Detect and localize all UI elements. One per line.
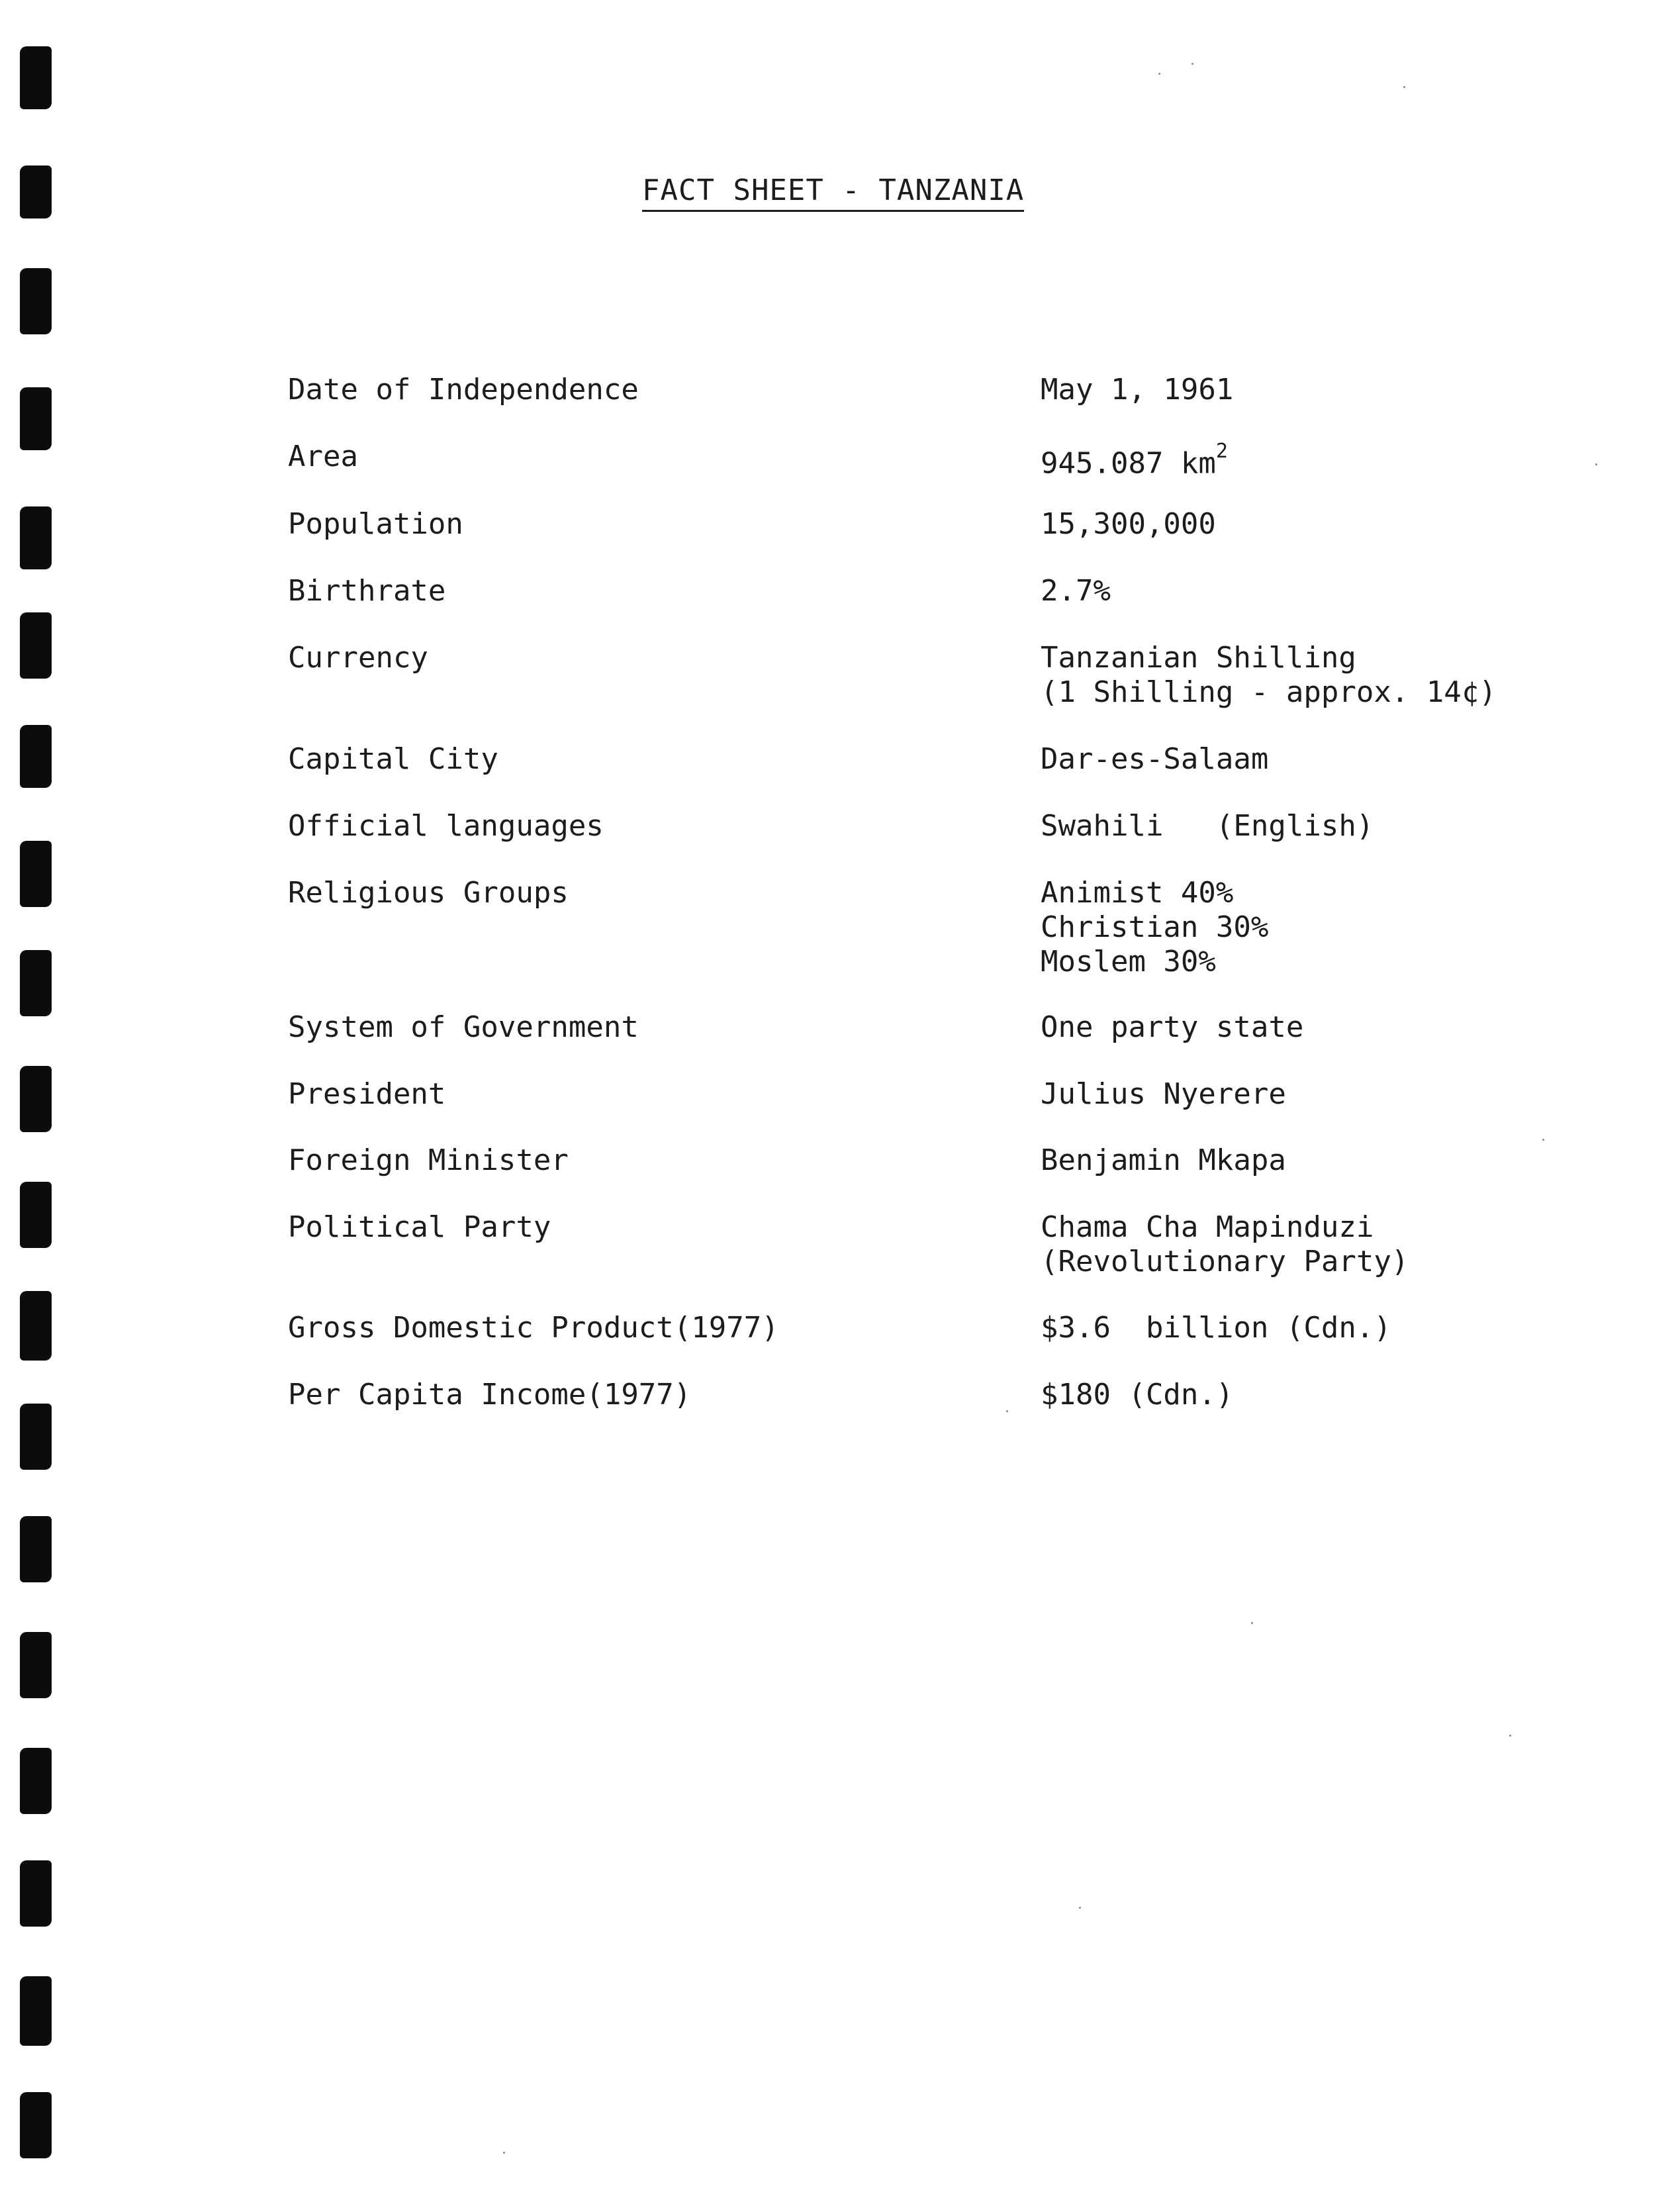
fact-value-text: 2.7%	[1041, 574, 1111, 608]
binding-hole	[20, 46, 52, 109]
fact-value	[1041, 1311, 1391, 1345]
paper-speck	[503, 2152, 505, 2154]
fact-label: Capital City	[288, 742, 498, 776]
paper-speck	[1158, 73, 1160, 75]
fact-value-line	[1041, 574, 1111, 608]
fact-value-text: Chama Cha Mapinduzi	[1041, 1210, 1374, 1244]
binding-hole	[20, 1182, 52, 1248]
fact-label: Official languages	[288, 809, 604, 843]
binding-hole	[20, 1404, 52, 1470]
fact-value-text: May 1, 1961	[1041, 373, 1234, 407]
fact-value-text: Benjamin Mkapa	[1041, 1143, 1286, 1177]
fact-value	[1041, 1378, 1233, 1412]
binding-hole	[20, 612, 52, 679]
fact-label: Currency	[288, 641, 428, 675]
fact-value-line	[1041, 1245, 1409, 1279]
fact-value-line	[1041, 910, 1268, 945]
binding-hole	[20, 2092, 52, 2158]
binding-hole	[20, 1632, 52, 1698]
fact-value-line	[1041, 876, 1268, 910]
binding-hole	[20, 1976, 52, 2046]
fact-label: Area	[288, 440, 358, 473]
binding-hole	[20, 950, 52, 1016]
paper-speck	[1595, 463, 1597, 465]
fact-value	[1041, 876, 1268, 979]
fact-label: Political Party	[288, 1210, 551, 1244]
fact-value-text: Dar-es-Salaam	[1041, 742, 1269, 776]
fact-value-line	[1041, 1010, 1303, 1045]
fact-value	[1041, 507, 1216, 542]
fact-value-text: Moslem 30%	[1041, 945, 1216, 979]
fact-value-text: Julius Nyerere	[1041, 1077, 1286, 1111]
paper-speck	[1509, 1735, 1511, 1737]
paper-speck	[1079, 1907, 1081, 1909]
fact-value	[1041, 373, 1233, 407]
fact-value-text: $180 (Cdn.)	[1041, 1378, 1234, 1412]
fact-value-line	[1041, 1077, 1286, 1112]
fact-value-line	[1041, 1143, 1286, 1178]
fact-value-text: One party state	[1041, 1010, 1304, 1044]
fact-value-line	[1041, 440, 1228, 481]
fact-value	[1041, 1143, 1286, 1178]
fact-value-text: (1 Shilling - approx. 14¢)	[1041, 675, 1497, 709]
paper-speck	[1006, 1410, 1008, 1412]
fact-value-line	[1041, 373, 1233, 407]
fact-label: System of Government	[288, 1010, 639, 1044]
fact-value	[1041, 440, 1228, 481]
binding-hole	[20, 725, 52, 788]
paper-speck	[1191, 63, 1193, 65]
binding-hole	[20, 1860, 52, 1927]
fact-value-line	[1041, 1210, 1409, 1245]
binding-holes	[0, 0, 60, 2204]
fact-value-text: $3.6 billion (Cdn.)	[1041, 1311, 1391, 1345]
fact-value	[1041, 1077, 1286, 1112]
paper-speck	[1251, 1622, 1253, 1624]
fact-value	[1041, 742, 1268, 777]
fact-value	[1041, 809, 1374, 843]
fact-label: Per Capita Income(1977)	[288, 1378, 692, 1412]
binding-hole	[20, 1748, 52, 1814]
binding-hole	[20, 1066, 52, 1132]
binding-hole	[20, 387, 52, 450]
binding-hole	[20, 1291, 52, 1361]
fact-value	[1041, 1210, 1409, 1279]
paper-speck	[1542, 1139, 1544, 1141]
page-title: FACT SHEET - TANZANIA	[642, 173, 1024, 212]
binding-hole	[20, 841, 52, 907]
binding-hole	[20, 506, 52, 569]
fact-value-line	[1041, 742, 1268, 777]
fact-label: Date of Independence	[288, 373, 639, 407]
fact-value-line	[1041, 507, 1216, 542]
fact-value-text: Christian 30%	[1041, 910, 1269, 944]
fact-label: Religious Groups	[288, 876, 569, 910]
fact-value-line	[1041, 945, 1268, 979]
fact-label: Birthrate	[288, 574, 446, 608]
binding-hole	[20, 1516, 52, 1582]
fact-value-text: Swahili (English)	[1041, 809, 1374, 843]
fact-value	[1041, 574, 1111, 608]
fact-value-line	[1041, 675, 1497, 710]
fact-value-text: 945.087 km	[1041, 446, 1216, 481]
fact-label: President	[288, 1077, 446, 1111]
binding-hole	[20, 268, 52, 334]
fact-label: Gross Domestic Product(1977)	[288, 1311, 779, 1345]
fact-label: Population	[288, 507, 463, 541]
fact-value-text: (Revolutionary Party)	[1041, 1245, 1409, 1278]
binding-hole	[20, 166, 52, 218]
fact-value-text: Tanzanian Shilling	[1041, 641, 1356, 675]
fact-value-line	[1041, 641, 1497, 675]
fact-label: Foreign Minister	[288, 1143, 569, 1177]
fact-value-line	[1041, 809, 1374, 843]
fact-value-line	[1041, 1378, 1233, 1412]
superscript: 2	[1215, 440, 1228, 463]
paper-speck	[1403, 86, 1405, 88]
fact-value-text: 15,300,000	[1041, 507, 1216, 541]
fact-value	[1041, 641, 1497, 710]
fact-value	[1041, 1010, 1303, 1045]
fact-value-text: Animist 40%	[1041, 876, 1234, 910]
fact-value-line	[1041, 1311, 1391, 1345]
